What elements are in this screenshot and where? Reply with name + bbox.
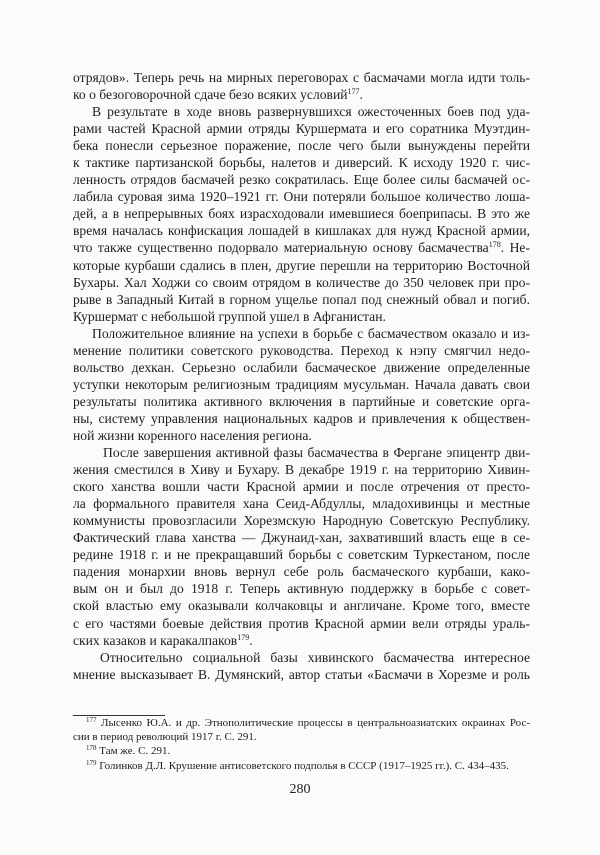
line-text: Фактический глава ханства — Джунаид-хан, захвативший власть еще в се- [73,530,530,546]
line-text: к тактике партизанской борьбы, налетов и диверсий. К исходу 1920 г. чис- [73,155,530,171]
text-line [73,137,530,154]
line-text: ского ханства вошли части Красной армии и после отречения от престо- [73,479,530,495]
line-text: отрядов». Теперь речь на мирных переговорах с басмачами могла идти толь- [73,70,530,85]
text-line [73,154,530,171]
line-text: мнение высказывает В. Думянский, автор статьи «Басмачи в Хорезме и роль [73,666,530,682]
line-text: В результате в ходе вновь развернувшихся ожесточенных боев под уда- [92,104,530,120]
text-line [73,512,530,529]
line-text: лабила суровая зима 1920–1921 гг. Они потеряли большое количество лоша- [73,189,530,205]
line-text-tail: . Не- [500,240,530,256]
line-text: Относительно социальной базы хивинского басмачества интересное [100,649,530,665]
text-line [73,546,530,563]
text-line [73,461,530,478]
line-text: редине 1918 г. и не прекращавший борьбы с советским Туркестаном, после [73,547,530,563]
line-text: что также существенно подорвало материальную основу басмачества [73,240,489,256]
text-line [73,69,530,86]
text-line [73,325,530,342]
text-line [73,580,530,597]
footnotes [73,716,530,773]
text-line [73,359,530,376]
line-text: менение политики советского руководства. Переход к нэпу смягчил недо- [73,342,530,358]
text-line [73,86,530,103]
text-line [73,410,530,427]
text-line [73,393,530,410]
line-text: рыве в Западный Китай в горном ущелье попал под снежный обвал и погиб. [73,291,530,307]
page-number: 280 [289,782,311,797]
text-line [73,188,530,205]
text-line [73,444,530,461]
text-line [73,495,530,512]
line-text: ской властью ему оказывали колчаковцы и англичане. Кроме того, вместе [73,598,530,614]
footnote-number: 179 [86,758,97,767]
footnote-number: 177 [86,716,97,724]
text-line [73,342,530,359]
line-text: дей, а в непрерывных боях израсходовали имевшиеся боеприпасы. В это же [73,206,530,222]
line-text: вольство дехкан. Серьезно ослабили басмаческое движение определенные [73,359,530,375]
footnote-text: Лысенко Ю.А. и др. Этнополитические процессы в центральноазиатских окраинах Рос- [96,717,530,729]
text-line [73,597,530,614]
text-line [73,257,530,274]
line-text: После завершения активной фазы басмачества в Фергане эпицентр дви- [103,445,530,461]
line-text: ленность отрядов басмачей резко сократилась. Еще более силы басмачей ос- [73,172,530,188]
line-text: которые курбаши сдались в плен, другие перешли на территорию Восточной [73,257,530,273]
text-line [73,632,530,649]
footnote-text: Голинков Д.Л. Крушение антисоветского подполья в СССР (1917–1925 гг.). С. 434–435. [96,759,509,772]
footnote-line [73,759,530,773]
line-text: Куршермат с небольшой группой ушел в Афганистан. [73,308,386,324]
text-line [73,563,530,580]
line-text: падения монархии вновь вернул себе роль басмаческого курбаши, како- [73,564,530,580]
text-line [73,427,530,444]
text-line [73,649,530,666]
line-text: ко о безоговорочной сдаче безо всяких условий [73,87,348,103]
footnote-line [73,744,530,758]
line-text: с его частями боевые действия против Красной армии вели отряды ураль- [73,615,530,631]
text-line [73,615,530,632]
footnote-text: Там же. С. 291. [96,745,171,758]
line-text: время началась конфискация лошадей в кишлаках для нужд Красной армии, [73,223,530,239]
line-text-tail: . [249,632,253,648]
footnote-number: 178 [86,744,97,753]
line-text: ла формального правителя хана Сеид-Абдуллы, младохивинцы и местные [73,496,530,512]
line-text: Бухары. Хал Ходжи со своим отрядом в количестве до 350 человек при про- [73,274,530,290]
text-line [73,171,530,188]
line-text: уступки некоторым религиозным традициям мусульман. Начала давать свои [73,376,530,392]
footnote-ref: 177 [347,87,360,97]
line-text: коммунисты провозгласили Хорезмскую Народную Советскую Республику. [73,513,530,529]
body-text [73,69,530,683]
footnote-ref: 178 [488,240,501,250]
text-line [73,666,530,683]
line-text: жения сместился в Хиву и Бухару. В декабре 1919 г. на территорию Хивин- [73,462,530,478]
text-line [73,239,530,256]
text-line [73,103,530,120]
text-line [73,120,530,137]
footnote-ref: 179 [237,632,250,642]
text-line [73,376,530,393]
line-text: бека понесли серьезное поражение, после чего были вынуждены перейти [73,138,530,154]
text-line [73,478,530,495]
footnote-text: сии в период революций 1917 г. С. 291. [73,731,257,744]
line-text: рами частей Красной армии отряды Куршермата и его соратника Муэтдин- [73,121,530,137]
line-text: ной жизни коренного населения региона. [73,427,312,443]
footnote-line [73,730,530,744]
line-text: ских казаков и каракалпаков [73,632,238,648]
line-text-tail: . [359,87,363,103]
line-text: результаты политика активного включения в партийные и советские орга- [73,393,530,409]
text-line [73,274,530,291]
text-line [73,291,530,308]
text-line [73,222,530,239]
line-text: ны, систему управления национальных кадров и привлечения к обществен- [73,410,530,426]
text-line [73,529,530,546]
text-line [73,205,530,222]
footnote-line [73,716,530,730]
line-text: Положительное влияние на успехи в борьбе с басмачеством оказало и из- [92,325,530,341]
text-line [73,308,530,325]
line-text: вым он и был до 1918 г. Теперь активную поддержку в борьбе с совет- [73,581,530,597]
